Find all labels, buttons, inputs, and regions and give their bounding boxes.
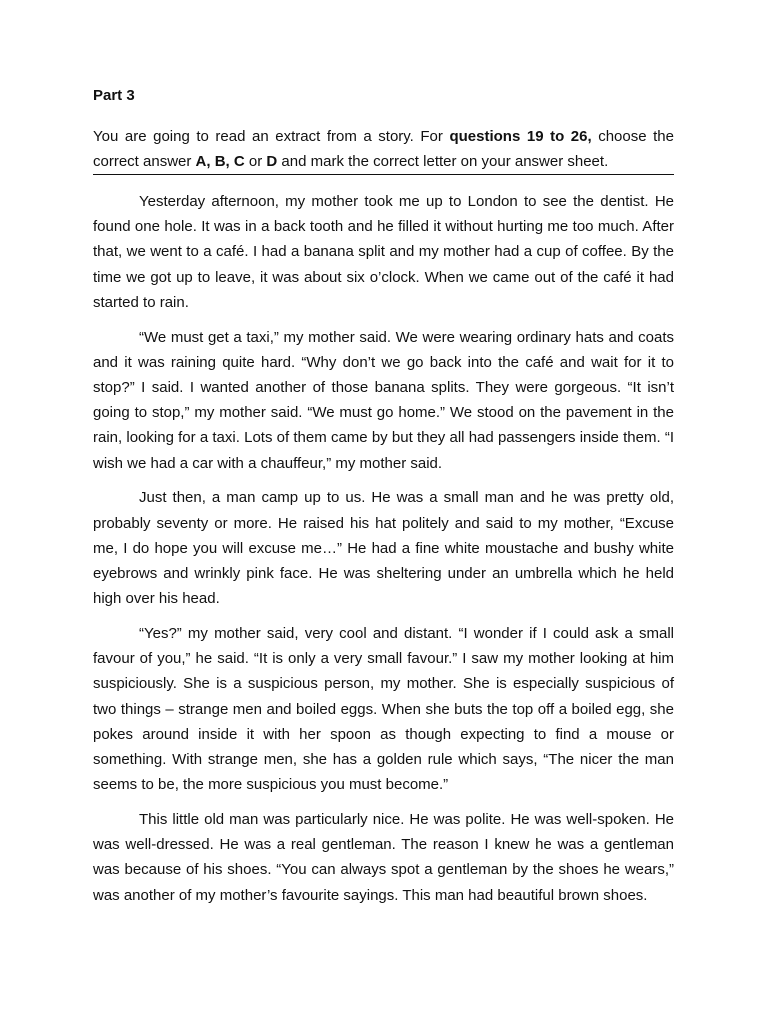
part-heading: Part 3 [93, 87, 135, 104]
story-paragraph-1: Yesterday afternoon, my mother took me up to London to see the dentist. He found one hole. It was in a back tooth and he filled it without hurting me too much. After that, we went to a café. I had a banana split and my mother had a cup of coffee. By the time we got up to leave, it was about six o’clock. When we came out of the café it had started to rain. [93, 193, 674, 311]
story-paragraph-5: This little old man was particularly nice. He was polite. He was well-spoken. He was well-dressed. He was a real gentleman. The reason I knew he was a gentleman was because of his shoes. “You can always spot a gentleman by the shoes he wears,” was another of my mother’s favourite sayings. This man had beautiful brown shoes. [93, 811, 674, 904]
instructions-question-range: questions 19 to 26, [449, 128, 592, 145]
instructions-text-1: You are going to read an extract from a story. For [93, 128, 450, 145]
story-paragraph-4: “Yes?” my mother said, very cool and distant. “I wonder if I could ask a small favour of you,” he said. “It is only a very small favour.” I saw my mother looking at him suspiciously. She is a suspicious person, my mother. She is especially suspicious of two things – strange men and boiled eggs. When she buts the top off a boiled egg, she pokes around inside it with her spoon as though expecting to find a mouse or something. With strange men, she has a golden rule which says, “The nicer the man seems to be, the more suspicious you must become.” [93, 625, 674, 794]
instructions-text-4: and mark the correct letter on your answer sheet. [277, 153, 609, 170]
instructions-text-2: choose the correct answer [93, 128, 674, 170]
divider-rule [93, 174, 674, 175]
instructions [93, 124, 674, 174]
story-extract [93, 189, 674, 908]
instructions-answer-options: A, B, C [195, 153, 245, 170]
story-paragraph-2: “We must get a taxi,” my mother said. We were wearing ordinary hats and coats and it was raining quite hard. “Why don’t we go back into the café and wait for it to stop?” I said. I wanted another of those banana splits. They were gorgeous. “It isn’t going to stop,” my mother said. “We must go home.” We stood on the pavement in the rain, looking for a taxi. Lots of them came by but they all had passengers inside them. “I wish we had a car with a chauffeur,” my mother said. [93, 328, 674, 472]
story-paragraph-3: Just then, a man camp up to us. He was a small man and he was pretty old, probably seventy or more. He raised his hat politely and said to my mother, “Excuse me, I do hope you will excuse me…” He had a fine white moustache and bushy white eyebrows and wrinkly pink face. He was sheltering under an umbrella which he held high over his head. [93, 489, 674, 608]
instructions-answer-option-d: D [266, 153, 278, 170]
instructions-text-3: or [244, 153, 267, 170]
